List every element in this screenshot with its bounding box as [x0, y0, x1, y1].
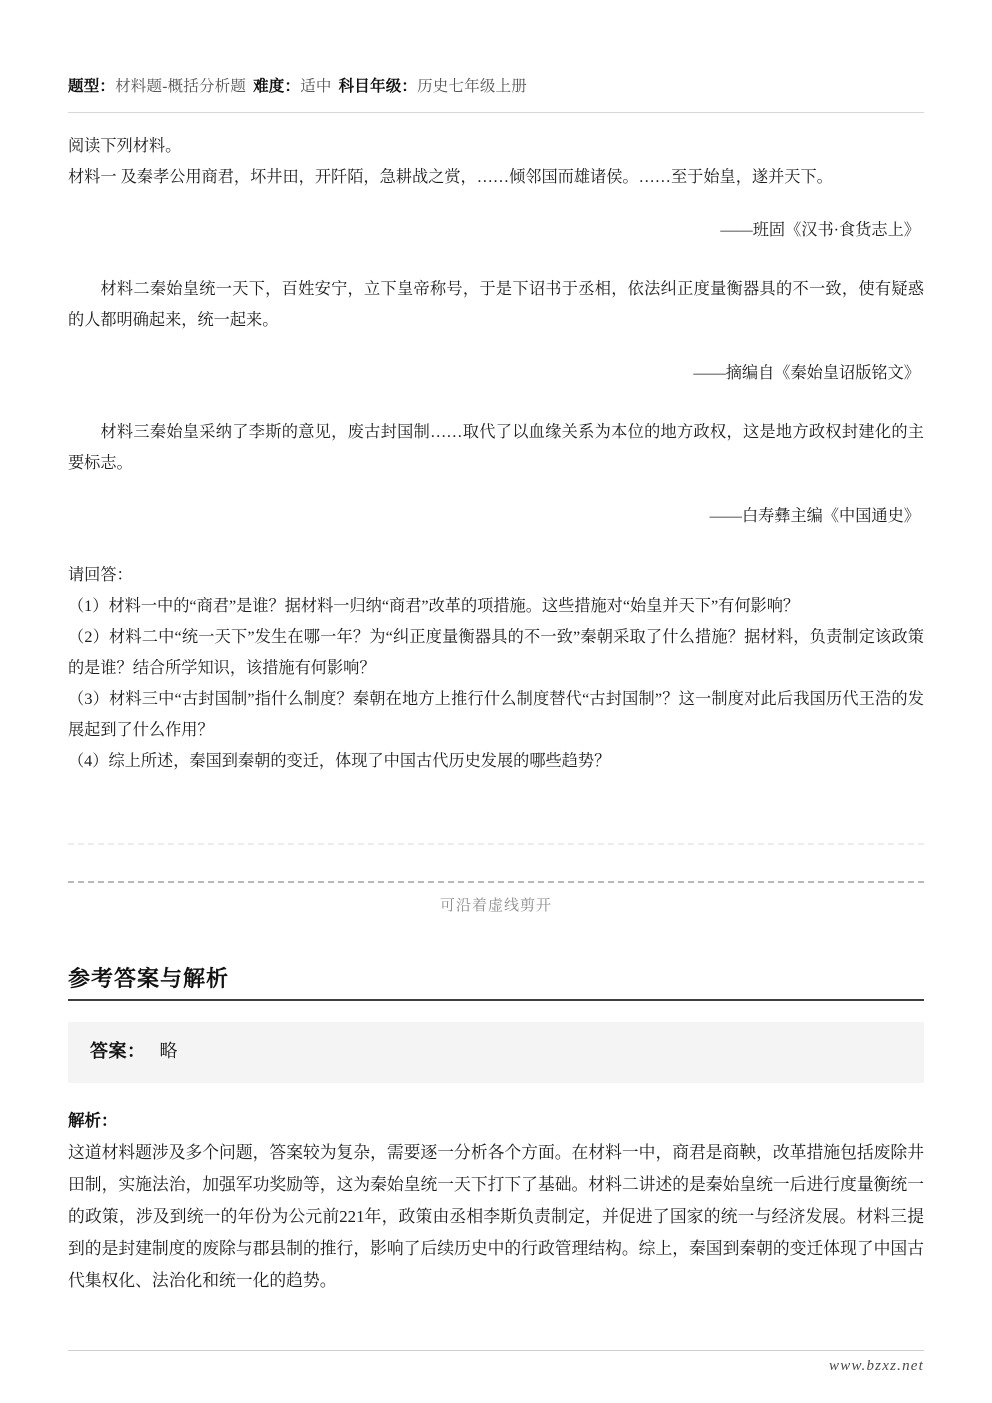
answer-section-divider [68, 999, 924, 1001]
difficulty-label: 难度： [253, 78, 301, 95]
cut-separator-zone [68, 843, 924, 915]
header-divider [68, 112, 924, 113]
question-list [68, 591, 924, 777]
question-item-4: （4）综上所述，秦国到秦朝的变迁，体现了中国古代历史发展的哪些趋势？ [68, 751, 611, 770]
answer-prompt: 请回答： [68, 565, 133, 584]
material-two-text: 材料二秦始皇统一天下，百姓安宁，立下皇帝称号，于是下诏书于丞相，依法纠正度量衡器具的不一致，使有疑惑的人都明确起来，统一起来。 [68, 279, 924, 329]
question-type-value: 材料题-概括分析题 [115, 78, 247, 95]
material-one-text: 材料一 及秦孝公用商君，坏井田，开阡陌，急耕战之赏，……倾邻国而雄诸侯。……至于始皇，遂并天下。 [68, 167, 833, 186]
answer-line [90, 1038, 902, 1065]
material-three-text: 材料三秦始皇采纳了李斯的意见，废古封国制……取代了以血缘关系为本位的地方政权，这是地方政权封建化的主要标志。 [68, 422, 924, 472]
answer-label: 答案： [90, 1041, 146, 1062]
question-meta-line [68, 0, 924, 98]
question-item-3: （3）材料三中“古封国制”指什么制度？秦朝在地方上推行什么制度替代“古封国制”？这一制度对此后我国历代王浩的发展起到了什么作用？ [68, 689, 924, 739]
site-watermark: www.bzxz.net [829, 1358, 924, 1374]
answer-section-title: 参考答案与解析 [68, 965, 230, 991]
analysis-text: 这道材料题涉及多个问题，答案较为复杂，需要逐一分析各个方面。在材料一中，商君是商鞅，改革措施包括废除井田制，实施法治，加强军功奖励等，这为秦始皇统一天下打下了基础。材料二讲述的是秦始皇统一后进行度量衡统一的政策，涉及到统一的年份为公元前221年，政策由丞相李斯负责制定，并促进了国家的统一与经济发展。材料三提到的是封建制度的废除与郡县制的推行，影响了后续历史中的行政管理结构。综上，秦国到秦朝的变迁体现了中国古代集权化、法治化和统一化的趋势。 [68, 1142, 924, 1290]
subject-grade-value: 历史七年级上册 [417, 78, 528, 95]
footer-divider [68, 1350, 924, 1351]
reading-instruction: 阅读下列材料。 [68, 136, 182, 155]
question-body [68, 131, 924, 777]
question-item-1: （1）材料一中的“商君”是谁？据材料一归纳“商君”改革的项措施。这些措施对“始皇并天下”有何影响？ [68, 596, 800, 615]
material-two-citation: ——摘编自《秦始皇诏版铭文》 [693, 363, 920, 382]
difficulty-value: 适中 [300, 78, 332, 95]
answer-and-analysis-section [68, 965, 924, 1297]
answer-value: 略 [159, 1041, 178, 1062]
question-type-label: 题型： [68, 78, 116, 95]
material-one-citation: ——班固《汉书·食货志上》 [720, 220, 920, 239]
subject-grade-label: 科目年级： [338, 78, 418, 95]
analysis-label: 解析： [68, 1111, 118, 1131]
dashed-line-cut [68, 881, 924, 883]
answer-box [68, 1022, 924, 1083]
cut-instruction-label: 可沿着虚线剪开 [439, 897, 552, 914]
page-footer [68, 1350, 924, 1375]
analysis-block [68, 1109, 924, 1297]
material-three-citation: ——白寿彝主编《中国通史》 [709, 506, 920, 525]
question-item-2: （2）材料二中“统一天下”发生在哪一年？为“纠正度量衡器具的不一致”秦朝采取了什么措施？据材料，负责制定该政策的是谁？结合所学知识，该措施有何影响？ [68, 627, 924, 677]
